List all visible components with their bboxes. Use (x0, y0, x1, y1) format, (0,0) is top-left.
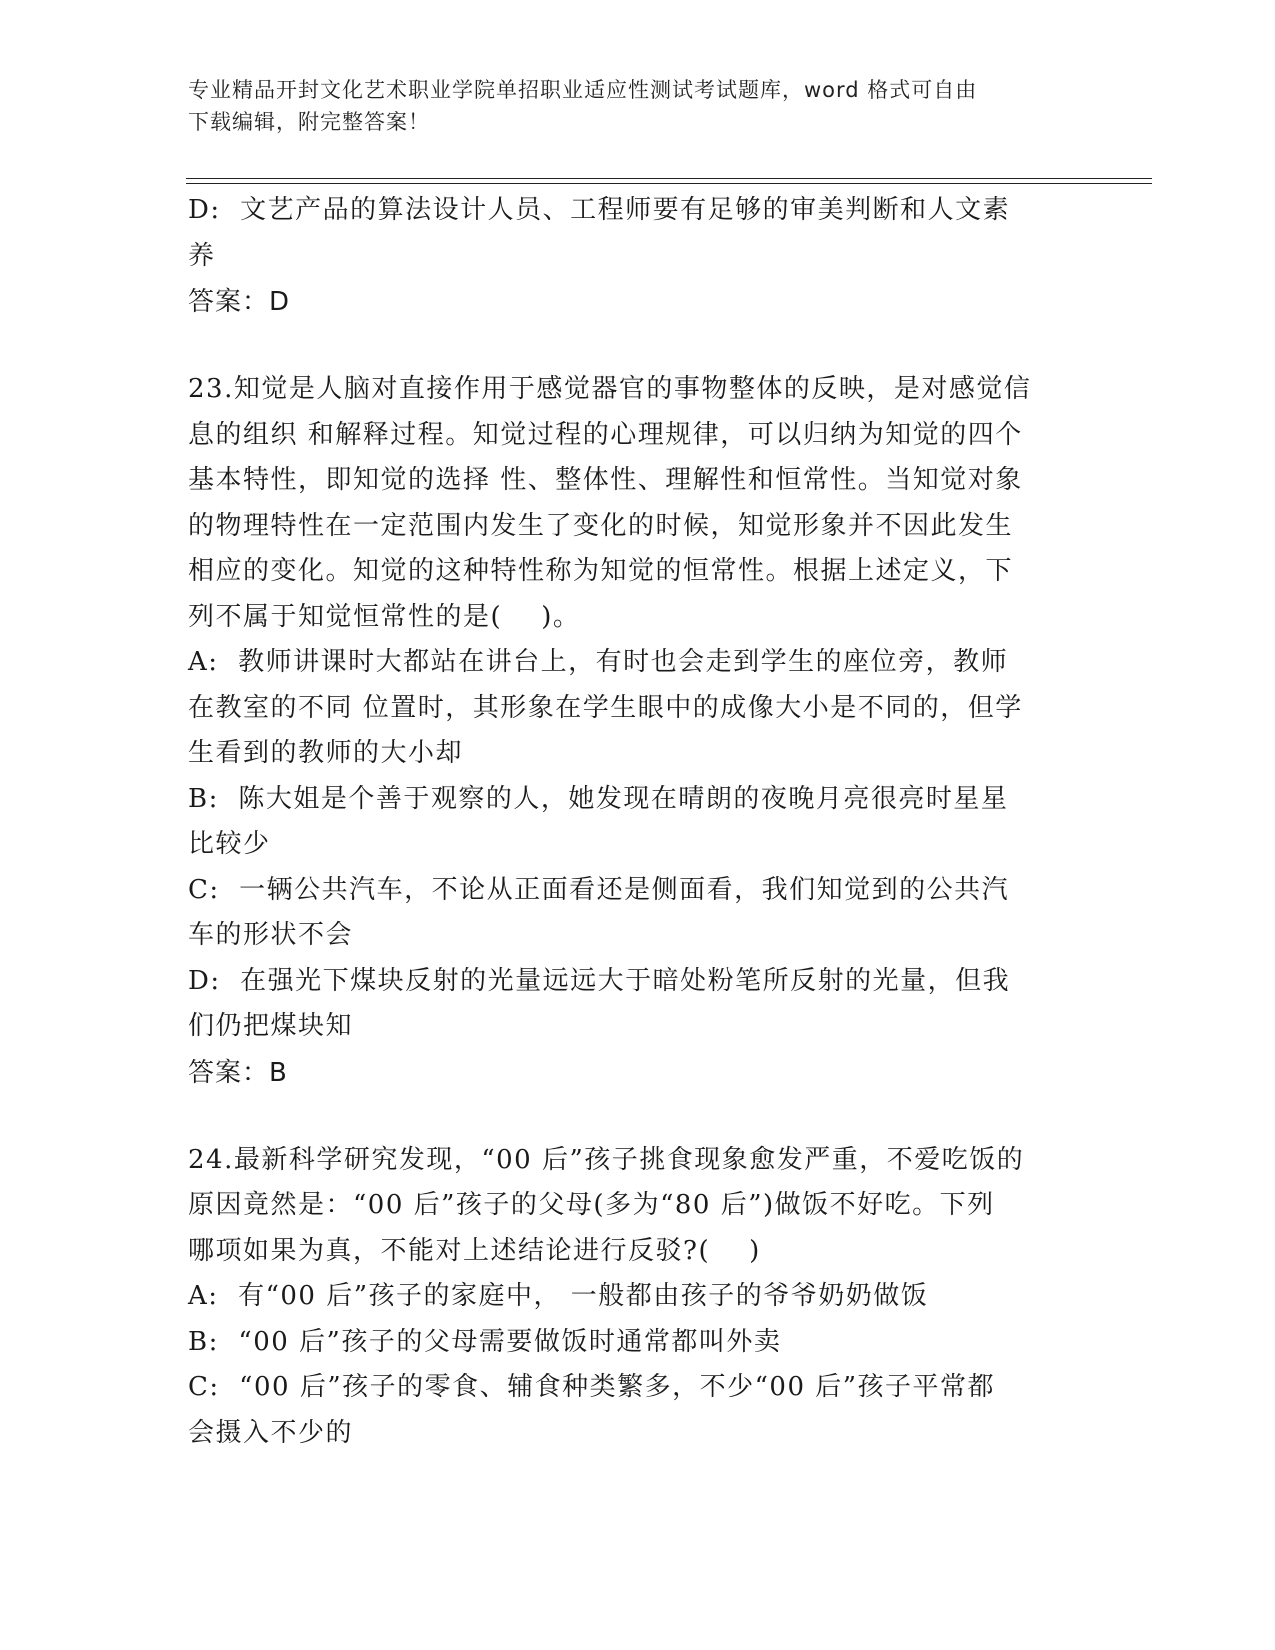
header-divider-bottom (186, 183, 1152, 184)
document-header (188, 74, 1068, 138)
question-stem-line: 的物理特性在一定范围内发生了变化的时候，知觉形象并不因此发生 (188, 510, 1014, 541)
option-c-line: 会摄入不少的 (188, 1417, 354, 1448)
option-b-line: B: 陈大姐是个善于观察的人，她发现在晴朗的夜晚月亮很亮时星星 (188, 783, 1009, 814)
answer-label: 答案：D (188, 287, 291, 317)
question-stem-line: 原因竟然是：“00 后”孩子的父母(多为“80 后”)做饭不好吃。下列 (188, 1190, 995, 1220)
option-b-line: 比较少 (188, 829, 271, 859)
answer-label: 答案：B (188, 1057, 288, 1088)
option-c-line: C: 一辆公共汽车，不论从正面看还是侧面看，我们知觉到的公共汽 (188, 874, 1010, 905)
question-24 (188, 1138, 1073, 1457)
question-stem-line: 相应的变化。知觉的这种特性称为知觉的恒常性。根据上述定义，下 (188, 556, 1014, 586)
question-stem-line: 基本特性，即知觉的选择 性、整体性、理解性和恒常性。当知觉对象 (188, 465, 1023, 495)
option-d-line: 养 (188, 240, 216, 271)
header-line-1: 专业精品开封文化艺术职业学院单招职业适应性测试考试题库，word 格式可自由 (188, 78, 978, 102)
document-body (188, 188, 1073, 1456)
option-a-line: A: 有“00 后”孩子的家庭中， 一般都由孩子的爷爷奶奶做饭 (188, 1281, 929, 1311)
option-c-line: 车的形状不会 (188, 920, 354, 950)
header-line-2: 下载编辑，附完整答案！ (188, 110, 430, 134)
question-stem-line: 列不属于知觉恒常性的是( )。 (188, 601, 581, 632)
option-a-line: 生看到的教师的大小却 (188, 738, 464, 768)
question-stem-line: 息的组织 和解释过程。知觉过程的心理规律，可以归纳为知觉的四个 (188, 419, 1023, 450)
option-a-line: 在教室的不同 位置时，其形象在学生眼中的成像大小是不同的，但学 (188, 692, 1023, 723)
question-stem-line: 哪项如果为真，不能对上述结论进行反驳?( ) (188, 1235, 761, 1266)
prev-question (188, 188, 1073, 325)
option-a-line: A: 教师讲课时大都站在讲台上，有时也会走到学生的座位旁，教师 (188, 647, 1009, 677)
option-d-line: 们仍把煤块知 (188, 1011, 354, 1041)
option-b-line: B: “00 后”孩子的父母需要做饭时通常都叫外卖 (188, 1326, 782, 1357)
question-23 (188, 367, 1073, 1096)
question-stem-line: 23.知觉是人脑对直接作用于感觉器官的事物整体的反映，是对感觉信 (188, 374, 1032, 404)
option-c-line: C: “00 后”孩子的零食、辅食种类繁多，不少“00 后”孩子平常都 (188, 1372, 996, 1402)
option-d-line: D: 文艺产品的算法设计人员、工程师要有足够的审美判断和人文素 (188, 195, 1011, 225)
spacer (188, 325, 1073, 367)
option-d-line: D: 在强光下煤块反射的光量远远大于暗处粉笔所反射的光量，但我 (188, 965, 1011, 996)
question-stem-line: 24.最新科学研究发现，“00 后”孩子挑食现象愈发严重，不爱吃饭的 (188, 1144, 1025, 1175)
spacer (188, 1096, 1073, 1138)
header-divider-top (186, 178, 1152, 179)
